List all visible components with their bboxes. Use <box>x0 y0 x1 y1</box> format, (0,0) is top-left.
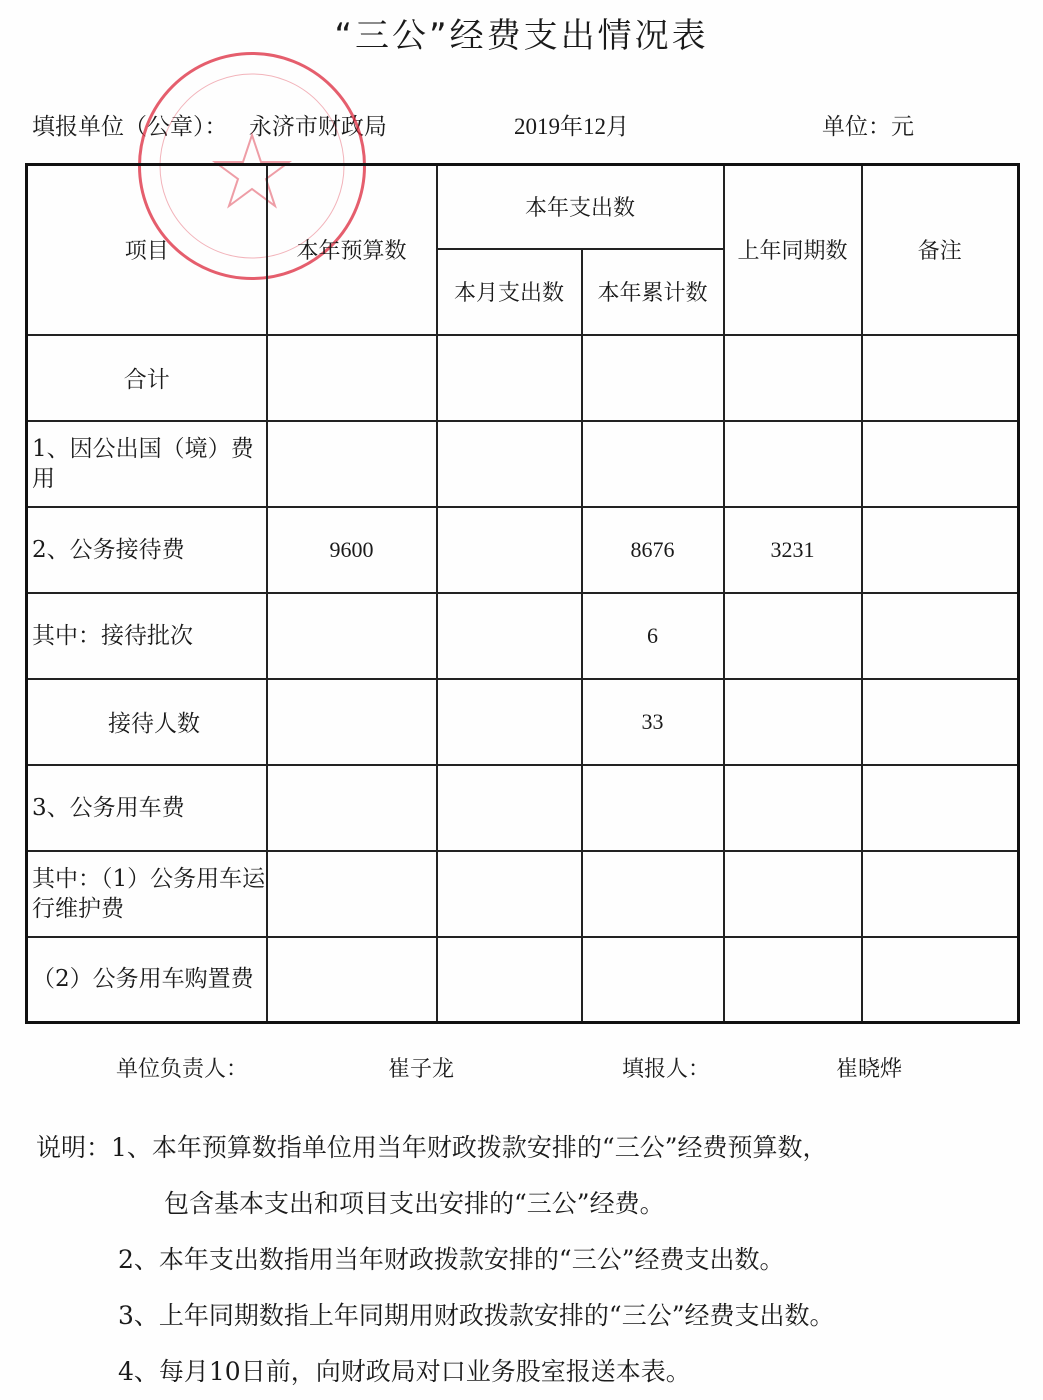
report-date: 2019年12月 <box>514 114 629 139</box>
cell-cumulative <box>582 335 724 421</box>
currency-unit: 单位：元 <box>822 114 914 140</box>
table-row <box>27 851 1019 937</box>
table-row <box>27 765 1019 851</box>
cell-month <box>437 335 582 421</box>
cell-last-year <box>724 421 862 507</box>
row-label: 其中：接待批次 <box>27 593 267 679</box>
head-label: 单位负责人： <box>116 1057 249 1082</box>
row-label: 接待人数 <box>27 679 267 765</box>
cell-cumulative <box>582 421 724 507</box>
cell-budget <box>267 593 437 679</box>
table-row <box>27 679 1019 765</box>
filing-unit-label: 填报单位（公章）： <box>32 114 228 140</box>
table-row <box>27 937 1019 1023</box>
cell-month <box>437 679 582 765</box>
header-remark: 备注 <box>862 165 1019 335</box>
header-budget: 本年预算数 <box>267 165 437 335</box>
cell-remark <box>862 765 1019 851</box>
cell-budget <box>267 851 437 937</box>
filing-unit-value: 永济市财政局 <box>248 114 387 140</box>
cell-cumulative: 6 <box>582 593 724 679</box>
cell-remark <box>862 937 1019 1023</box>
header-item: 项目 <box>27 165 267 335</box>
notes-section <box>36 1120 834 1400</box>
table-row <box>27 335 1019 421</box>
cell-cumulative: 8676 <box>582 507 724 593</box>
row-label: （2）公务用车购置费 <box>27 937 267 1023</box>
cell-cumulative <box>582 937 724 1023</box>
cell-cumulative: 33 <box>582 679 724 765</box>
cell-budget <box>267 679 437 765</box>
header-expense-group: 本年支出数 <box>437 165 724 249</box>
cell-cumulative <box>582 765 724 851</box>
row-label: 合计 <box>27 335 267 421</box>
cell-budget: 9600 <box>267 507 437 593</box>
row-label: 1、因公出国（境）费用 <box>27 421 267 507</box>
cell-cumulative <box>582 851 724 937</box>
cell-month <box>437 421 582 507</box>
expense-table <box>25 163 1020 1024</box>
table-row <box>27 593 1019 679</box>
header-row <box>27 165 1019 249</box>
note-line: 说明：1、本年预算数指单位用当年财政拨款安排的“三公”经费预算数， <box>36 1133 828 1162</box>
cell-last-year: 3231 <box>724 507 862 593</box>
note-line: 包含基本支出和项目支出安排的“三公”经费。 <box>164 1189 665 1218</box>
cell-remark <box>862 851 1019 937</box>
header-cumulative: 本年累计数 <box>582 249 724 335</box>
cell-month <box>437 937 582 1023</box>
page-title: “三公”经费支出情况表 <box>334 16 709 56</box>
cell-month <box>437 593 582 679</box>
cell-budget <box>267 335 437 421</box>
note-line: 2、本年支出数指用当年财政拨款安排的“三公”经费支出数。 <box>118 1245 785 1274</box>
cell-last-year <box>724 593 862 679</box>
cell-last-year <box>724 335 862 421</box>
cell-remark <box>862 421 1019 507</box>
note-line: 3、上年同期数指上年同期用财政拨款安排的“三公”经费支出数。 <box>118 1301 835 1330</box>
header-month: 本月支出数 <box>437 249 582 335</box>
cell-remark <box>862 679 1019 765</box>
row-label: 其中：（1）公务用车运行维护费 <box>27 851 267 937</box>
note-line: 4、每月10日前，向财政局对口业务股室报送本表。 <box>118 1357 691 1386</box>
table-row <box>27 507 1019 593</box>
cell-remark <box>862 593 1019 679</box>
cell-budget <box>267 937 437 1023</box>
cell-remark <box>862 335 1019 421</box>
cell-last-year <box>724 765 862 851</box>
cell-remark <box>862 507 1019 593</box>
row-label: 2、公务接待费 <box>27 507 267 593</box>
header-last-year: 上年同期数 <box>724 165 862 335</box>
cell-budget <box>267 421 437 507</box>
cell-last-year <box>724 679 862 765</box>
table-row <box>27 421 1019 507</box>
filing-unit <box>32 108 387 141</box>
filler-label: 填报人： <box>622 1057 711 1082</box>
filler-name: 崔晓烨 <box>836 1057 903 1082</box>
row-label: 3、公务用车费 <box>27 765 267 851</box>
cell-month <box>437 765 582 851</box>
cell-last-year <box>724 851 862 937</box>
cell-budget <box>267 765 437 851</box>
cell-month <box>437 507 582 593</box>
cell-last-year <box>724 937 862 1023</box>
cell-month <box>437 851 582 937</box>
head-name: 崔子龙 <box>388 1057 455 1082</box>
